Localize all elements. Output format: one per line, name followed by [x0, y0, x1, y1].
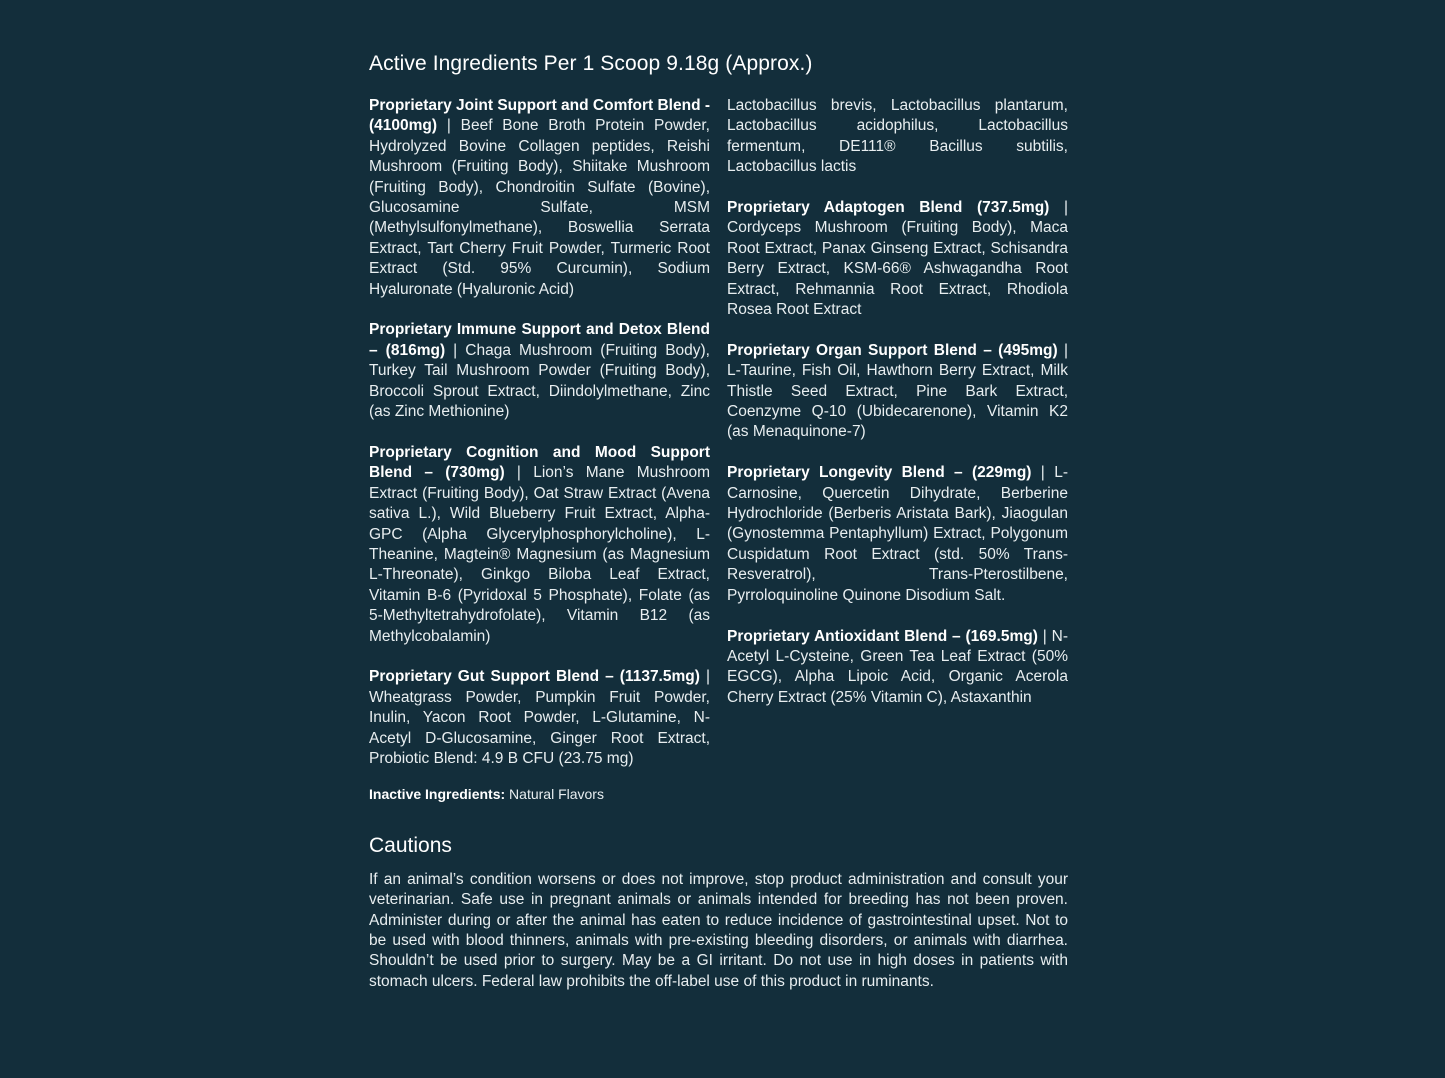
inactive-ingredients — [369, 784, 710, 804]
cautions-text: If an animal’s condition worsens or does not improve, stop product administration and consult your veterinarian. Safe use in pregnant animals or animals intended for breeding has not been proven. Administer during or after the animal has eaten to reduce incidence of gastrointestinal upset. Not to be used with blood thinners, animals with pre-existing bleeding disorders, or animals with diarrhea. Shouldn’t be used prior to surgery. May be a GI irritant. Do not use in high doses in patients with stomach ulcers. Federal law prohibits the off-label use of this product in ruminants. — [369, 870, 1068, 990]
blend-title: Proprietary Gut Support Blend – (1137.5mg) — [369, 668, 700, 686]
inactive-value: Natural Flavors — [505, 785, 604, 802]
immune-detox-blend — [369, 320, 710, 422]
blend-separator: | — [1057, 341, 1068, 359]
adaptogen-blend — [727, 198, 1068, 320]
blend-title: Proprietary Organ Support Blend – (495mg) — [727, 341, 1058, 359]
gut-support-blend — [369, 667, 710, 769]
cautions-heading: Cautions — [369, 833, 452, 857]
probiotic-continuation: Lactobacillus brevis, Lactobacillus plantarum, Lactobacillus acidophilus, Lactobacillus fermentum, DE111® Bacillus subtilis, Lactobacillus lactis — [727, 97, 1068, 176]
blend-title: Proprietary Immune Support and Detox Blend – (816mg) — [369, 321, 710, 359]
blend-ingredients: Lion’s Mane Mushroom Extract (Fruiting Body), Oat Straw Extract (Avena sativa L.), Wild Blueberry Fruit Extract, Alpha-GPC (Alpha Glycerylphosphorylcholine), L-Theanine, Magtein® Magnesium (as Magnesium L-Threonate), Ginkgo Biloba Leaf Extract, Vitamin B-6 (Pyridoxal 5 Phosphate), Folate (as 5-Methyltetrahydrofolate), Vitamin B12 (as Methylcobalamin) — [369, 464, 710, 645]
blend-ingredients: Wheatgrass Powder, Pumpkin Fruit Powder, Inulin, Yacon Root Powder, L-Glutamine, N-Acetyl D-Glucosamine, Ginger Root Extract, Probiotic Blend: 4.9 B CFU (23.75 mg) — [369, 688, 710, 767]
blend-title: Proprietary Adaptogen Blend (737.5mg) — [727, 199, 1050, 217]
blend-title: Proprietary Cognition and Mood Support Blend – (730mg) — [369, 443, 710, 482]
blend-ingredients: Cordyceps Mushroom (Fruiting Body), Maca Root Extract, Panax Ginseng Extract, Schisandra Berry Extract, KSM-66® Ashwagandha Root Extract, Rehmannia Root Extract, Rhodiola Rosea Root Extract — [727, 219, 1068, 319]
blend-title: Proprietary Antioxidant Blend – (169.5mg) — [727, 627, 1038, 645]
blend-separator: | — [437, 117, 461, 135]
blend-title: Proprietary Longevity Blend – (229mg) — [727, 464, 1032, 482]
joint-support-blend — [369, 96, 710, 300]
blend-separator: | — [1031, 464, 1055, 482]
blend-ingredients: Beef Bone Broth Protein Powder, Hydrolyzed Bovine Collagen peptides, Reishi Mushroom (Fruiting Body), Shiitake Mushroom (Fruiting Body), Chondroitin Sulfate (Bovine), Glucosamine Sulfate, MSM (Methylsulfonylmethane), Boswellia Serrata Extract, Tart Cherry Fruit Powder, Turmeric Root Extract (Std. 95% Curcumin), Sodium Hyaluronate (Hyaluronic Acid) — [369, 117, 710, 298]
label-panel — [369, 52, 1068, 992]
blend-separator: | — [699, 668, 710, 686]
blend-separator: | — [1037, 627, 1052, 645]
ingredients-columns — [369, 96, 1068, 804]
right-column — [727, 96, 1068, 804]
antioxidant-blend — [727, 627, 1068, 709]
longevity-blend — [727, 463, 1068, 606]
left-column — [369, 96, 710, 804]
active-ingredients-heading: Active Ingredients Per 1 Scoop 9.18g (Approx.) — [369, 52, 813, 75]
blend-separator: | — [1049, 199, 1068, 217]
blend-title: Proprietary Joint Support and Comfort Blend - (4100mg) — [369, 97, 711, 135]
blend-ingredients: L-Carnosine, Quercetin Dihydrate, Berberine Hydrochloride (Berberis Aristata Bark), Jiaogulan (Gynostemma Pentaphyllum) Extract, Polygonum Cuspidatum Root Extract (std. 50% Trans-Resveratrol), Trans-Pterostilbene, Pyrroloquinoline Quinone Disodium Salt. — [727, 464, 1068, 604]
organ-support-blend — [727, 341, 1068, 443]
blend-ingredients: N-Acetyl L-Cysteine, Green Tea Leaf Extract (50% EGCG), Alpha Lipoic Acid, Organic Acerola Cherry Extract (25% Vitamin C), Astaxanthin — [727, 627, 1068, 706]
inactive-label: Inactive Ingredients: — [369, 785, 506, 802]
blend-separator: | — [504, 464, 534, 482]
cognition-mood-blend — [369, 443, 710, 647]
blend-ingredients: Chaga Mushroom (Fruiting Body), Turkey Tail Mushroom Powder (Fruiting Body), Broccoli Sprout Extract, Diindolylmethane, Zinc (as Zinc Methionine) — [369, 341, 710, 421]
blend-separator: | — [445, 341, 466, 359]
blend-ingredients: L-Taurine, Fish Oil, Hawthorn Berry Extract, Milk Thistle Seed Extract, Pine Bark Extract, Coenzyme Q-10 (Ubidecarenone), Vitamin K2 (as Menaquinone-7) — [727, 362, 1068, 441]
